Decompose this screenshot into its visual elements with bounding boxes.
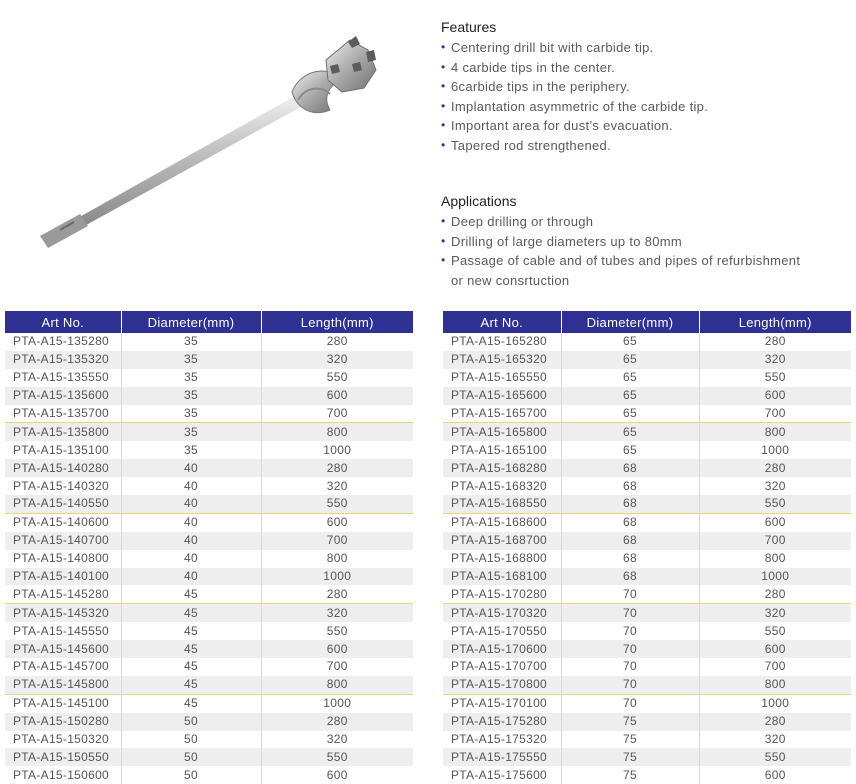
cell-diameter: 45 <box>121 622 261 640</box>
cell-length: 600 <box>699 640 851 658</box>
cell-diameter: 65 <box>561 369 699 387</box>
cell-length: 600 <box>326 767 348 782</box>
table-row <box>5 713 413 731</box>
cell-length: 600 <box>261 513 413 531</box>
cell-length: 320 <box>261 351 413 369</box>
bullet-icon: • <box>441 98 446 113</box>
table-row <box>5 532 413 550</box>
cell-length: 320 <box>764 478 786 493</box>
cell-art-no: PTA-A15-175600 <box>443 766 561 784</box>
bullet-icon: • <box>441 79 446 94</box>
table-row <box>443 766 851 784</box>
table-row <box>5 568 413 586</box>
cell-diameter: 65 <box>561 405 699 423</box>
cell-art-no: PTA-A15-145600 <box>5 640 121 658</box>
table-row <box>5 351 413 369</box>
cell-art-no: PTA-A15-145800 <box>5 676 121 694</box>
cell-diameter: 35 <box>121 441 261 459</box>
cell-length: 600 <box>764 767 786 782</box>
cell-art-no: PTA-A15-165100 <box>443 441 561 459</box>
cell-diameter: 45 <box>121 694 261 712</box>
cell-diameter: 40 <box>121 513 261 531</box>
table-row <box>5 387 413 405</box>
header-length: Length(mm) <box>261 311 413 333</box>
cell-length: 800 <box>699 676 851 694</box>
cell-art-no: PTA-A15-165600 <box>443 387 561 405</box>
list-item: • Centering drill bit with carbide tip. <box>441 38 708 58</box>
cell-length: 280 <box>326 334 348 349</box>
cell-length: 320 <box>326 732 348 747</box>
cell-art-no: PTA-A15-135320 <box>5 351 121 369</box>
table-row <box>5 333 413 351</box>
cell-diameter: 45 <box>121 658 261 676</box>
table-row <box>443 459 851 477</box>
cell-length: 1000 <box>323 442 352 457</box>
cell-art-no: PTA-A15-140700 <box>5 532 121 550</box>
cell-diameter: 65 <box>561 423 699 441</box>
cell-diameter: 40 <box>121 532 261 550</box>
table-row <box>443 423 851 441</box>
cell-diameter: 68 <box>561 477 699 495</box>
table-row <box>443 568 851 586</box>
cell-length: 1000 <box>761 442 790 457</box>
cell-length: 320 <box>699 351 851 369</box>
cell-length: 550 <box>764 623 786 638</box>
cell-diameter: 65 <box>561 333 699 351</box>
cell-diameter: 68 <box>561 459 699 477</box>
list-item: • Tapered rod strengthened. <box>441 136 708 156</box>
cell-length: 1000 <box>261 694 413 712</box>
cell-art-no: PTA-A15-145700 <box>5 658 121 676</box>
cell-length: 700 <box>261 532 413 550</box>
cell-diameter: 45 <box>121 640 261 658</box>
cell-length: 550 <box>764 370 786 385</box>
table-row <box>443 513 851 531</box>
cell-diameter: 68 <box>561 550 699 568</box>
table-row <box>5 622 413 640</box>
cell-diameter: 40 <box>121 568 261 586</box>
table-row <box>5 550 413 568</box>
table-row <box>443 658 851 676</box>
cell-diameter: 70 <box>561 694 699 712</box>
cell-length: 280 <box>699 459 851 477</box>
table-row <box>443 441 851 459</box>
cell-art-no: PTA-A15-140550 <box>5 495 121 513</box>
cell-diameter: 35 <box>121 369 261 387</box>
table-row <box>5 658 413 676</box>
table-row <box>5 495 413 513</box>
cell-diameter: 45 <box>121 585 261 603</box>
cell-length: 280 <box>699 713 851 731</box>
cell-diameter: 35 <box>121 351 261 369</box>
table-row <box>5 676 413 694</box>
table-row <box>443 477 851 495</box>
table-row <box>5 513 413 531</box>
cell-art-no: PTA-A15-175280 <box>443 713 561 731</box>
table-row <box>5 441 413 459</box>
cell-diameter: 75 <box>561 748 699 766</box>
applications-title: Applications <box>441 193 517 209</box>
cell-art-no: PTA-A15-170280 <box>443 585 561 603</box>
cell-art-no: PTA-A15-145100 <box>5 694 121 712</box>
list-item: or new consrtuction <box>451 272 570 288</box>
cell-art-no: PTA-A15-175550 <box>443 748 561 766</box>
cell-length: 600 <box>699 513 851 531</box>
table-row <box>5 369 413 387</box>
table-header-row <box>443 311 851 333</box>
table-row <box>443 351 851 369</box>
header-diameter: Diameter(mm) <box>561 311 699 333</box>
cell-art-no: PTA-A15-135600 <box>5 387 121 405</box>
table-row <box>5 766 413 784</box>
header-diameter: Diameter(mm) <box>121 311 261 333</box>
list-item: • Deep drilling or through <box>441 212 800 232</box>
cell-art-no: PTA-A15-135550 <box>5 369 121 387</box>
bullet-icon: • <box>441 233 446 248</box>
bullet-icon: • <box>441 118 446 133</box>
cell-diameter: 70 <box>561 604 699 622</box>
cell-length: 280 <box>261 459 413 477</box>
cell-length: 600 <box>699 387 851 405</box>
features-section <box>441 18 708 156</box>
table-row <box>5 748 413 766</box>
list-item: • Passage of cable and of tubes and pipes of refurbishment <box>441 251 800 271</box>
bullet-icon: • <box>441 137 446 152</box>
cell-art-no: PTA-A15-140320 <box>5 477 121 495</box>
cell-length: 700 <box>764 659 786 674</box>
cell-art-no: PTA-A15-135280 <box>5 333 121 351</box>
cell-length: 1000 <box>261 568 413 586</box>
list-item: • Implantation asymmetric of the carbide tip. <box>441 97 708 117</box>
cell-art-no: PTA-A15-168100 <box>443 568 561 586</box>
list-item: • Important area for dust’s evacuation. <box>441 116 708 136</box>
cell-diameter: 40 <box>121 550 261 568</box>
features-title: Features <box>441 19 497 35</box>
cell-length: 800 <box>261 676 413 694</box>
table-header-row <box>5 311 413 333</box>
cell-art-no: PTA-A15-165700 <box>443 405 561 423</box>
cell-diameter: 75 <box>561 713 699 731</box>
cell-length: 800 <box>699 423 851 441</box>
cell-diameter: 70 <box>561 676 699 694</box>
drill-bit-image <box>30 30 390 270</box>
bullet-icon: • <box>441 40 446 54</box>
bullet-icon: • <box>441 214 446 228</box>
cell-diameter: 65 <box>561 351 699 369</box>
cell-diameter: 70 <box>561 658 699 676</box>
cell-length: 280 <box>764 586 786 601</box>
cell-diameter: 68 <box>561 513 699 531</box>
cell-diameter: 35 <box>121 423 261 441</box>
cell-diameter: 68 <box>561 568 699 586</box>
cell-diameter: 35 <box>121 405 261 423</box>
cell-diameter: 40 <box>121 459 261 477</box>
cell-length: 700 <box>326 406 348 420</box>
cell-art-no: PTA-A15-170800 <box>443 676 561 694</box>
cell-art-no: PTA-A15-168320 <box>443 477 561 495</box>
cell-art-no: PTA-A15-165320 <box>443 351 561 369</box>
cell-art-no: PTA-A15-168600 <box>443 513 561 531</box>
cell-length: 320 <box>261 604 413 622</box>
cell-length: 280 <box>261 713 413 731</box>
table-row <box>443 550 851 568</box>
cell-length: 800 <box>326 551 348 566</box>
table-row <box>443 532 851 550</box>
table-row <box>5 423 413 441</box>
table-row <box>5 640 413 658</box>
cell-art-no: PTA-A15-170320 <box>443 604 561 622</box>
list-item: • 6carbide tips in the periphery. <box>441 77 708 97</box>
table-row <box>5 731 413 749</box>
header-length: Length(mm) <box>699 311 851 333</box>
cell-length: 550 <box>261 748 413 766</box>
cell-art-no: PTA-A15-145550 <box>5 622 121 640</box>
cell-art-no: PTA-A15-170100 <box>443 694 561 712</box>
table-row <box>443 585 851 603</box>
table-row <box>443 495 851 513</box>
table-body <box>443 333 851 784</box>
cell-length: 800 <box>261 423 413 441</box>
cell-art-no: PTA-A15-140800 <box>5 550 121 568</box>
table-row <box>443 640 851 658</box>
cell-diameter: 40 <box>121 477 261 495</box>
cell-length: 550 <box>326 623 348 638</box>
header-art-no: Art No. <box>5 311 121 333</box>
cell-art-no: PTA-A15-145320 <box>5 604 121 622</box>
cell-length: 320 <box>699 604 851 622</box>
table-row <box>5 585 413 603</box>
cell-art-no: PTA-A15-150280 <box>5 713 121 731</box>
cell-diameter: 65 <box>561 387 699 405</box>
bullet-icon: • <box>441 253 446 268</box>
cell-length: 1000 <box>699 568 851 586</box>
cell-art-no: PTA-A15-135800 <box>5 423 121 441</box>
cell-length: 320 <box>326 478 348 493</box>
cell-art-no: PTA-A15-140280 <box>5 459 121 477</box>
applications-list <box>441 212 800 290</box>
cell-diameter: 68 <box>561 495 699 513</box>
cell-art-no: PTA-A15-150550 <box>5 748 121 766</box>
cell-length: 700 <box>699 532 851 550</box>
table-row <box>5 604 413 622</box>
features-list <box>441 38 708 156</box>
cell-length: 550 <box>699 748 851 766</box>
table-row <box>443 369 851 387</box>
table-row <box>5 405 413 423</box>
cell-diameter: 45 <box>121 604 261 622</box>
cell-length: 1000 <box>699 694 851 712</box>
table-row <box>443 731 851 749</box>
table-body <box>5 333 413 784</box>
cell-art-no: PTA-A15-145280 <box>5 585 121 603</box>
cell-diameter: 70 <box>561 585 699 603</box>
cell-art-no: PTA-A15-165800 <box>443 423 561 441</box>
table-row <box>5 694 413 712</box>
cell-diameter: 70 <box>561 622 699 640</box>
applications-section <box>441 192 800 290</box>
table-row <box>443 622 851 640</box>
table-row <box>443 694 851 712</box>
cell-diameter: 65 <box>561 441 699 459</box>
cell-diameter: 50 <box>121 731 261 749</box>
table-row <box>443 713 851 731</box>
cell-diameter: 45 <box>121 676 261 694</box>
table-row <box>443 405 851 423</box>
cell-length: 550 <box>699 495 851 513</box>
cell-art-no: PTA-A15-140600 <box>5 513 121 531</box>
cell-art-no: PTA-A15-170550 <box>443 622 561 640</box>
cell-length: 800 <box>764 551 786 566</box>
cell-length: 280 <box>764 334 786 349</box>
cell-diameter: 75 <box>561 731 699 749</box>
cell-art-no: PTA-A15-168800 <box>443 550 561 568</box>
table-row <box>443 604 851 622</box>
cell-length: 700 <box>326 659 348 674</box>
cell-art-no: PTA-A15-168280 <box>443 459 561 477</box>
cell-art-no: PTA-A15-140100 <box>5 568 121 586</box>
cell-diameter: 40 <box>121 495 261 513</box>
cell-art-no: PTA-A15-168700 <box>443 532 561 550</box>
cell-art-no: PTA-A15-135700 <box>5 405 121 423</box>
cell-length: 600 <box>261 387 413 405</box>
list-item: • 4 carbide tips in the center. <box>441 58 708 78</box>
cell-length: 600 <box>261 640 413 658</box>
header-art-no: Art No. <box>443 311 561 333</box>
cell-art-no: PTA-A15-168550 <box>443 495 561 513</box>
table-row <box>443 333 851 351</box>
cell-art-no: PTA-A15-170600 <box>443 640 561 658</box>
cell-length: 280 <box>326 586 348 601</box>
cell-length: 320 <box>764 732 786 747</box>
cell-diameter: 75 <box>561 766 699 784</box>
cell-art-no: PTA-A15-150320 <box>5 731 121 749</box>
cell-art-no: PTA-A15-150600 <box>5 766 121 784</box>
cell-art-no: PTA-A15-135100 <box>5 441 121 459</box>
spec-table-right <box>443 311 851 784</box>
cell-length: 550 <box>326 370 348 385</box>
cell-diameter: 35 <box>121 333 261 351</box>
cell-diameter: 68 <box>561 532 699 550</box>
cell-diameter: 35 <box>121 387 261 405</box>
table-row <box>443 676 851 694</box>
bullet-icon: • <box>441 59 446 74</box>
table-row <box>5 477 413 495</box>
cell-art-no: PTA-A15-165280 <box>443 333 561 351</box>
cell-art-no: PTA-A15-175320 <box>443 731 561 749</box>
table-row <box>443 748 851 766</box>
cell-diameter: 50 <box>121 766 261 784</box>
cell-diameter: 50 <box>121 748 261 766</box>
cell-diameter: 50 <box>121 713 261 731</box>
list-item: • Drilling of large diameters up to 80mm <box>441 232 800 252</box>
table-row <box>5 459 413 477</box>
cell-art-no: PTA-A15-170700 <box>443 658 561 676</box>
cell-diameter: 70 <box>561 640 699 658</box>
cell-length: 550 <box>261 495 413 513</box>
cell-length: 700 <box>764 406 786 420</box>
spec-table-left <box>5 311 413 784</box>
table-row <box>443 387 851 405</box>
cell-art-no: PTA-A15-165550 <box>443 369 561 387</box>
